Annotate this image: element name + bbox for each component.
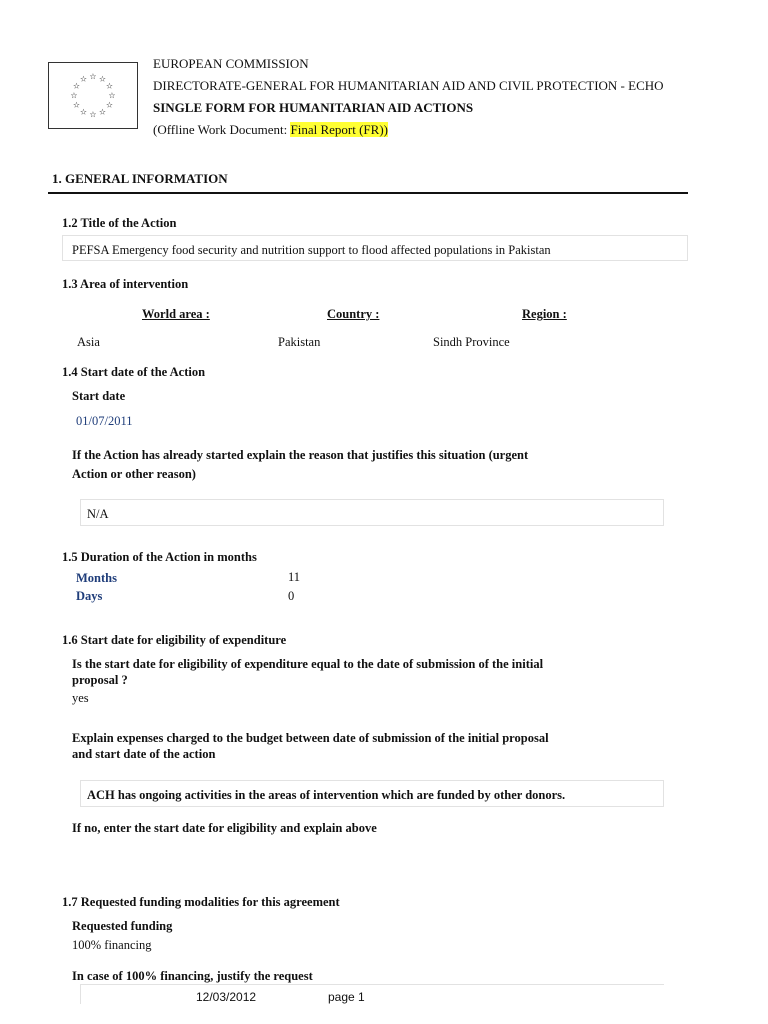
- footer-date: 12/03/2012: [196, 990, 257, 1004]
- months-label: Months: [76, 571, 117, 585]
- start-date-label: Start date: [72, 389, 126, 403]
- document-type: Final Report (FR): [290, 122, 384, 137]
- eligibility-answer: yes: [72, 691, 89, 705]
- requested-funding-value: 100% financing: [72, 938, 152, 952]
- started-reason-question-line1: If the Action has already started explain the reason that justifies this situation (urgent: [72, 448, 529, 462]
- country-header: Country :: [327, 307, 380, 321]
- title-of-action-heading: 1.2 Title of the Action: [62, 216, 177, 230]
- star-icon: ☆: [108, 91, 116, 100]
- eu-flag-icon: [49, 63, 137, 128]
- org-name: EUROPEAN COMMISSION: [153, 56, 309, 71]
- area-of-intervention-heading: 1.3 Area of intervention: [62, 277, 189, 291]
- days-label: Days: [76, 589, 103, 603]
- star-icon: ☆: [89, 72, 97, 81]
- expenses-value: ACH has ongoing activities in the areas of intervention which are funded by other donors.: [87, 788, 566, 802]
- star-icon: ☆: [105, 81, 114, 91]
- region-header: Region :: [522, 307, 567, 321]
- start-date-value: 01/07/2011: [76, 414, 133, 428]
- document-type-prefix: (Offline Work Document:: [153, 122, 291, 137]
- world-area-header: World area :: [142, 307, 210, 321]
- eligibility-date-instruction: If no, enter the start date for eligibility and explain above: [72, 821, 377, 835]
- section-divider: [48, 192, 688, 194]
- duration-heading: 1.5 Duration of the Action in months: [62, 550, 257, 564]
- eligibility-heading: 1.6 Start date for eligibility of expenditure: [62, 633, 287, 647]
- expenses-question-line1: Explain expenses charged to the budget between date of submission of the initial proposal: [72, 731, 549, 745]
- justify-field-border-left: [80, 984, 81, 1004]
- months-value: 11: [288, 570, 301, 584]
- star-icon: ☆: [98, 74, 107, 84]
- document-type-suffix: ): [383, 122, 388, 137]
- document-type-highlight: [290, 122, 388, 137]
- star-icon: ☆: [72, 100, 81, 110]
- eligibility-question-line2: proposal ?: [72, 673, 128, 687]
- start-date-heading: 1.4 Start date of the Action: [62, 365, 206, 379]
- title-of-action-value: PEFSA Emergency food security and nutrition support to flood affected populations in Pakistan: [72, 243, 551, 257]
- eligibility-question-line1: Is the start date for eligibility of expenditure equal to the date of submission of the initial: [72, 657, 544, 671]
- directorate-name: DIRECTORATE-GENERAL FOR HUMANITARIAN AID AND CIVIL PROTECTION - ECHO: [153, 78, 664, 93]
- days-value: 0: [288, 589, 295, 603]
- country-value: Pakistan: [278, 335, 321, 349]
- requested-funding-label: Requested funding: [72, 919, 173, 933]
- started-reason-value: N/A: [87, 507, 109, 521]
- star-icon: ☆: [98, 107, 107, 117]
- star-icon: ☆: [70, 91, 78, 100]
- title-of-action-field: [62, 235, 688, 261]
- world-area-value: Asia: [77, 335, 100, 349]
- document-type-line: [153, 121, 388, 139]
- funding-modalities-heading: 1.7 Requested funding modalities for this agreement: [62, 895, 340, 909]
- expenses-question-line2: and start date of the action: [72, 747, 216, 761]
- expenses-field: [80, 780, 664, 807]
- star-icon: ☆: [89, 110, 97, 119]
- justify-field-border: [80, 984, 664, 985]
- star-icon: ☆: [72, 81, 81, 91]
- started-reason-field: [80, 499, 664, 526]
- star-icon: ☆: [105, 100, 114, 110]
- footer-page: page 1: [328, 990, 365, 1004]
- form-title: SINGLE FORM FOR HUMANITARIAN AID ACTIONS: [153, 100, 474, 115]
- region-value: Sindh Province: [433, 335, 510, 349]
- eu-flag-logo: [48, 62, 138, 129]
- justify-request-label: In case of 100% financing, justify the request: [72, 969, 313, 983]
- star-icon: ☆: [79, 107, 88, 117]
- section-title: 1. GENERAL INFORMATION: [52, 171, 228, 186]
- star-icon: ☆: [79, 74, 88, 84]
- started-reason-question-line2: Action or other reason): [72, 467, 196, 481]
